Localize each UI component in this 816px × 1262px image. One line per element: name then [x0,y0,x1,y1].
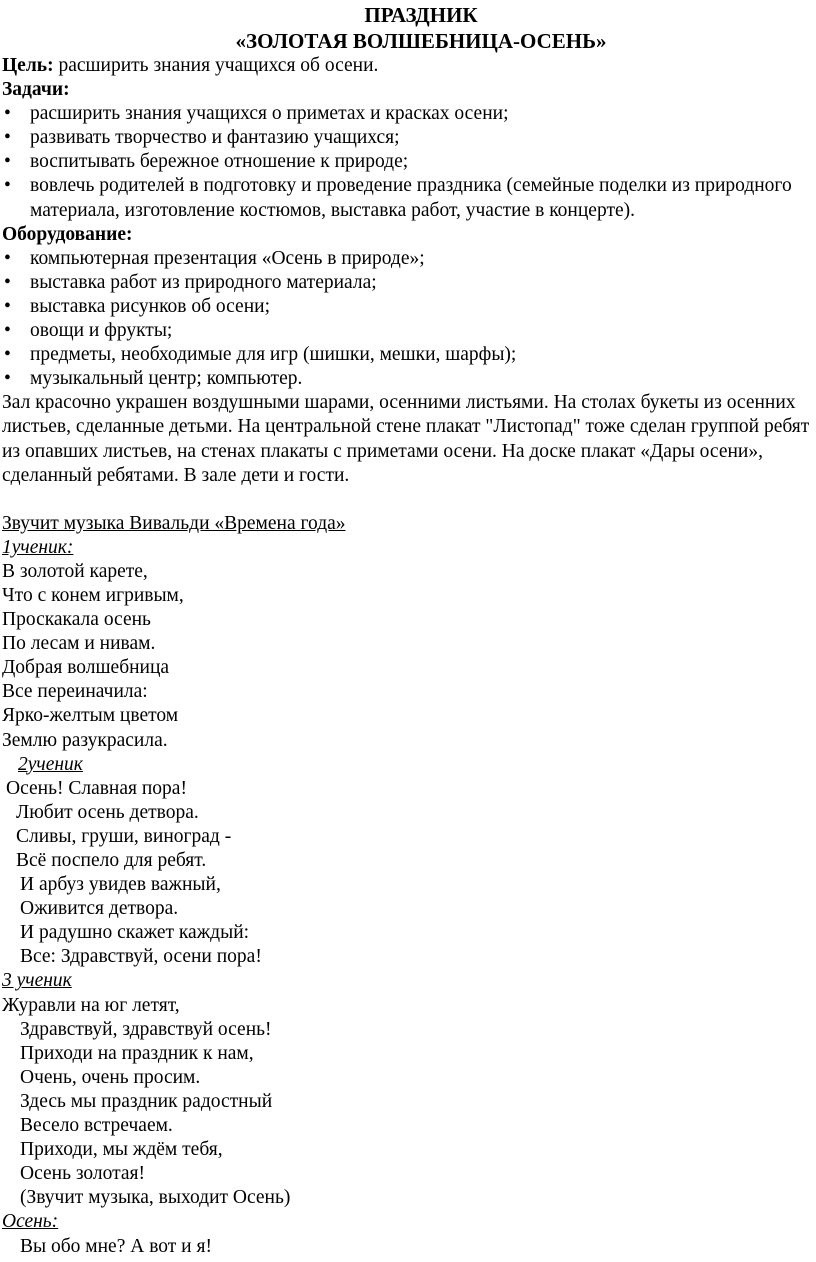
verse-line: Весело встречаем. [20,1115,173,1137]
verse-line: Все: Здравствуй, осени пора! [20,946,262,968]
intro-paragraph: Зал красочно украшен воздушными шарами, осенними листьями. На столах букеты из осенних листьев, сделанные детьми. На центральной стене плакат "Листопад" тоже сделан группой ребят из опавших листьев, на стенах плакаты с приметами осени. На доске плакат «Дары осени», сделанный ребятами. В зале дети и гости. [2,392,810,486]
verse-line: Вы обо мне? А вот и я! [20,1235,212,1257]
list-item: • предметы, необходимые для игр (шишки, мешки, шарфы); [2,343,812,367]
title-line-2: «ЗОЛОТАЯ ВОЛШЕБНИЦА-ОСЕНЬ» [235,29,607,53]
verse-line: Здесь мы праздник радостный [20,1090,273,1112]
verse-student-1 [2,560,812,753]
list-item: • выставка работ из природного материала; [2,271,812,295]
verse-line: Здравствуй, здравствуй осень! [20,1018,272,1040]
list-item: • музыкальный центр; компьютер. [2,367,812,391]
verse-line: Любит осень детвора. [16,801,199,823]
verse-line: Приходи на праздник к нам, [20,1042,254,1064]
goal-text: расширить знания учащихся об осени. [53,55,379,76]
verse-line: Приходи, мы ждём тебя, [20,1139,223,1161]
verse-line: Журавли на юг летят, [2,994,180,1016]
stage-direction: (Звучит музыка, выходит Осень) [20,1187,291,1209]
list-item: • компьютерная презентация «Осень в природе»; [2,247,812,271]
speaker-student-1: 1ученик: [2,536,74,558]
list-item: • овощи и фрукты; [2,319,812,343]
goal-paragraph [2,54,812,78]
tasks-label: Задачи: [2,79,70,101]
verse-line: Добрая волшебница [2,657,170,679]
title-line-1: ПРАЗДНИК [364,3,478,27]
list-item: • выставка рисунков об осени; [2,295,812,319]
verse-line: И радушно скажет каждый: [20,922,250,944]
equipment-label: Оборудование: [2,223,133,245]
goal-label: Цель: [2,55,54,76]
verse-line: Оживится детвора. [20,898,179,920]
verse-line: Проскакала осень [2,609,151,631]
verse-line: В золотой карете, [2,560,148,582]
verse-line: По лесам и нивам. [2,633,156,655]
speaker-autumn: Осень: [2,1211,59,1233]
list-item: • расширить знания учащихся о приметах и красках осени; [2,102,812,126]
spacer [2,488,812,512]
verse-line: Что с конем игривым, [2,584,184,606]
verse-line: Осень! Славная пора! [6,777,187,799]
verse-line: Все переиначила: [2,681,148,703]
equipment-list [2,247,812,392]
verse-line: Землю разукрасила. [2,729,168,751]
verse-line: Сливы, груши, виноград - [16,825,232,847]
speaker-student-2: 2ученик [18,753,83,775]
speaker-student-3: 3 ученик [2,970,72,992]
list-item: • развивать творчество и фантазию учащихся; [2,126,812,150]
verse-line: И арбуз увидев важный, [20,874,221,896]
verse-line: Всё поспело для ребят. [16,850,207,871]
verse-line: Очень, очень просим. [20,1066,201,1088]
music-cue: Звучит музыка Вивальди «Времена года» [2,512,346,534]
verse-line: Осень золотая! [20,1163,146,1185]
list-item: • вовлечь родителей в подготовку и проведение праздника (семейные поделки из природного материала, изготовление костюмов, выставка работ, участие в концерте). [2,174,812,222]
verse-line: Ярко-желтым цветом [2,705,179,727]
tasks-list [2,102,812,222]
list-item: • воспитывать бережное отношение к природе; [2,150,812,174]
verse-student-3 [2,994,812,1211]
verse-student-2 [2,777,812,970]
